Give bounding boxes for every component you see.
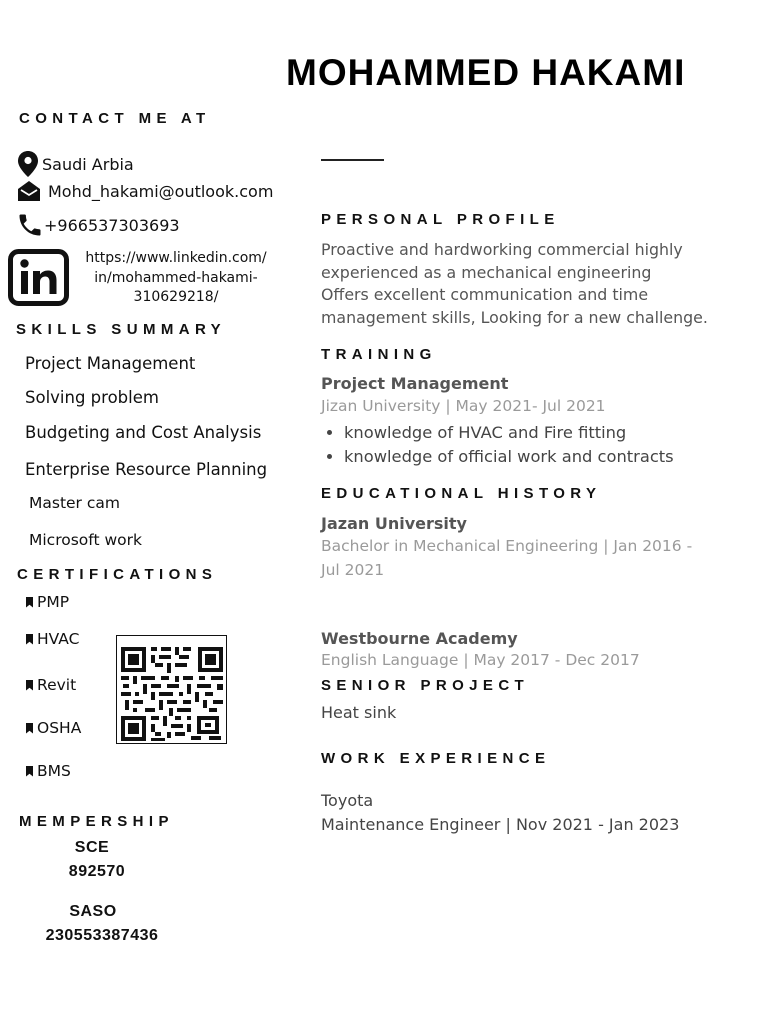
contact-phone [16, 211, 180, 239]
skill-item: Enterprise Resource Planning [25, 460, 268, 479]
education-school: Westbourne Academy [321, 629, 518, 648]
cert-item: Revit [26, 676, 76, 694]
list-item: • knowledge of HVAC and Fire fitting [344, 421, 674, 445]
certifications-heading: CERTIFICATIONS [17, 566, 218, 583]
education-school: Jazan University [321, 514, 467, 533]
contact-email [16, 180, 273, 202]
cert-item: OSHA [26, 719, 81, 737]
work-company: Toyota [321, 791, 374, 810]
bookmark-icon [26, 680, 33, 691]
skill-item: Master cam [29, 494, 120, 512]
cert-item: BMS [26, 762, 71, 780]
education-meta: Bachelor in Mechanical Engineering | Jan 2016 - [321, 537, 693, 555]
work-role: Maintenance Engineer | Nov 2021 - Jan 2023 [321, 815, 680, 834]
profile-heading: PERSONAL PROFILE [321, 211, 560, 228]
bookmark-icon [26, 766, 33, 777]
cert-item: HVAC [26, 630, 79, 648]
training-heading: TRAINING [321, 346, 437, 363]
envelope-icon [16, 180, 42, 202]
bookmark-icon [26, 634, 33, 645]
location-pin-icon [16, 150, 40, 178]
education-meta: English Language | May 2017 - Dec 2017 [321, 651, 640, 669]
membership-heading: MEMPERSHIP [19, 813, 174, 830]
membership-number: 892570 [68, 863, 126, 880]
bookmark-icon [26, 597, 33, 608]
linkedin-url[interactable]: https://www.linkedin.com/ in/mohammed-hakami- 310629218/ [85, 250, 267, 305]
contact-location [16, 150, 134, 178]
skill-item: Project Management [25, 354, 196, 373]
email-text[interactable]: Mohd_hakami@outlook.com [48, 181, 274, 201]
qr-code-image [117, 636, 226, 743]
work-heading: WORK EXPERIENCE [321, 750, 551, 767]
senior-project-title: Heat sink [321, 703, 397, 722]
qr-code[interactable] [116, 635, 227, 744]
resume-name: MOHAMMED HAKAMI [286, 52, 686, 93]
phone-text: +966537303693 [44, 215, 180, 235]
contact-heading: CONTACT ME AT [19, 110, 211, 127]
membership-org: SCE [74, 839, 110, 856]
senior-project-heading: SENIOR PROJECT [321, 677, 530, 694]
skill-item: Solving problem [25, 388, 159, 407]
title-divider [321, 159, 384, 161]
training-bullets [326, 421, 674, 468]
skill-item: Budgeting and Cost Analysis [25, 423, 262, 442]
cert-item: PMP [26, 593, 69, 611]
training-title: Project Management [321, 374, 509, 393]
membership-org: SASO [69, 903, 117, 920]
bookmark-icon [26, 723, 33, 734]
training-meta: Jizan University | May 2021- Jul 2021 [321, 397, 606, 415]
location-text: Saudi Arbia [42, 154, 134, 174]
skills-heading: SKILLS SUMMARY [16, 321, 227, 338]
linkedin-icon [8, 249, 69, 310]
phone-icon [16, 211, 44, 239]
education-meta: Jul 2021 [321, 561, 385, 579]
list-item: • knowledge of official work and contracts [344, 445, 674, 469]
profile-text: Proactive and hardworking commercial highly experienced as a mechanical engineering Offers excellent communication and time management skills, Looking for a new challenge. [321, 240, 708, 327]
education-heading: EDUCATIONAL HISTORY [321, 485, 602, 502]
membership-number: 230553387436 [45, 927, 159, 944]
skill-item: Microsoft work [29, 531, 142, 549]
